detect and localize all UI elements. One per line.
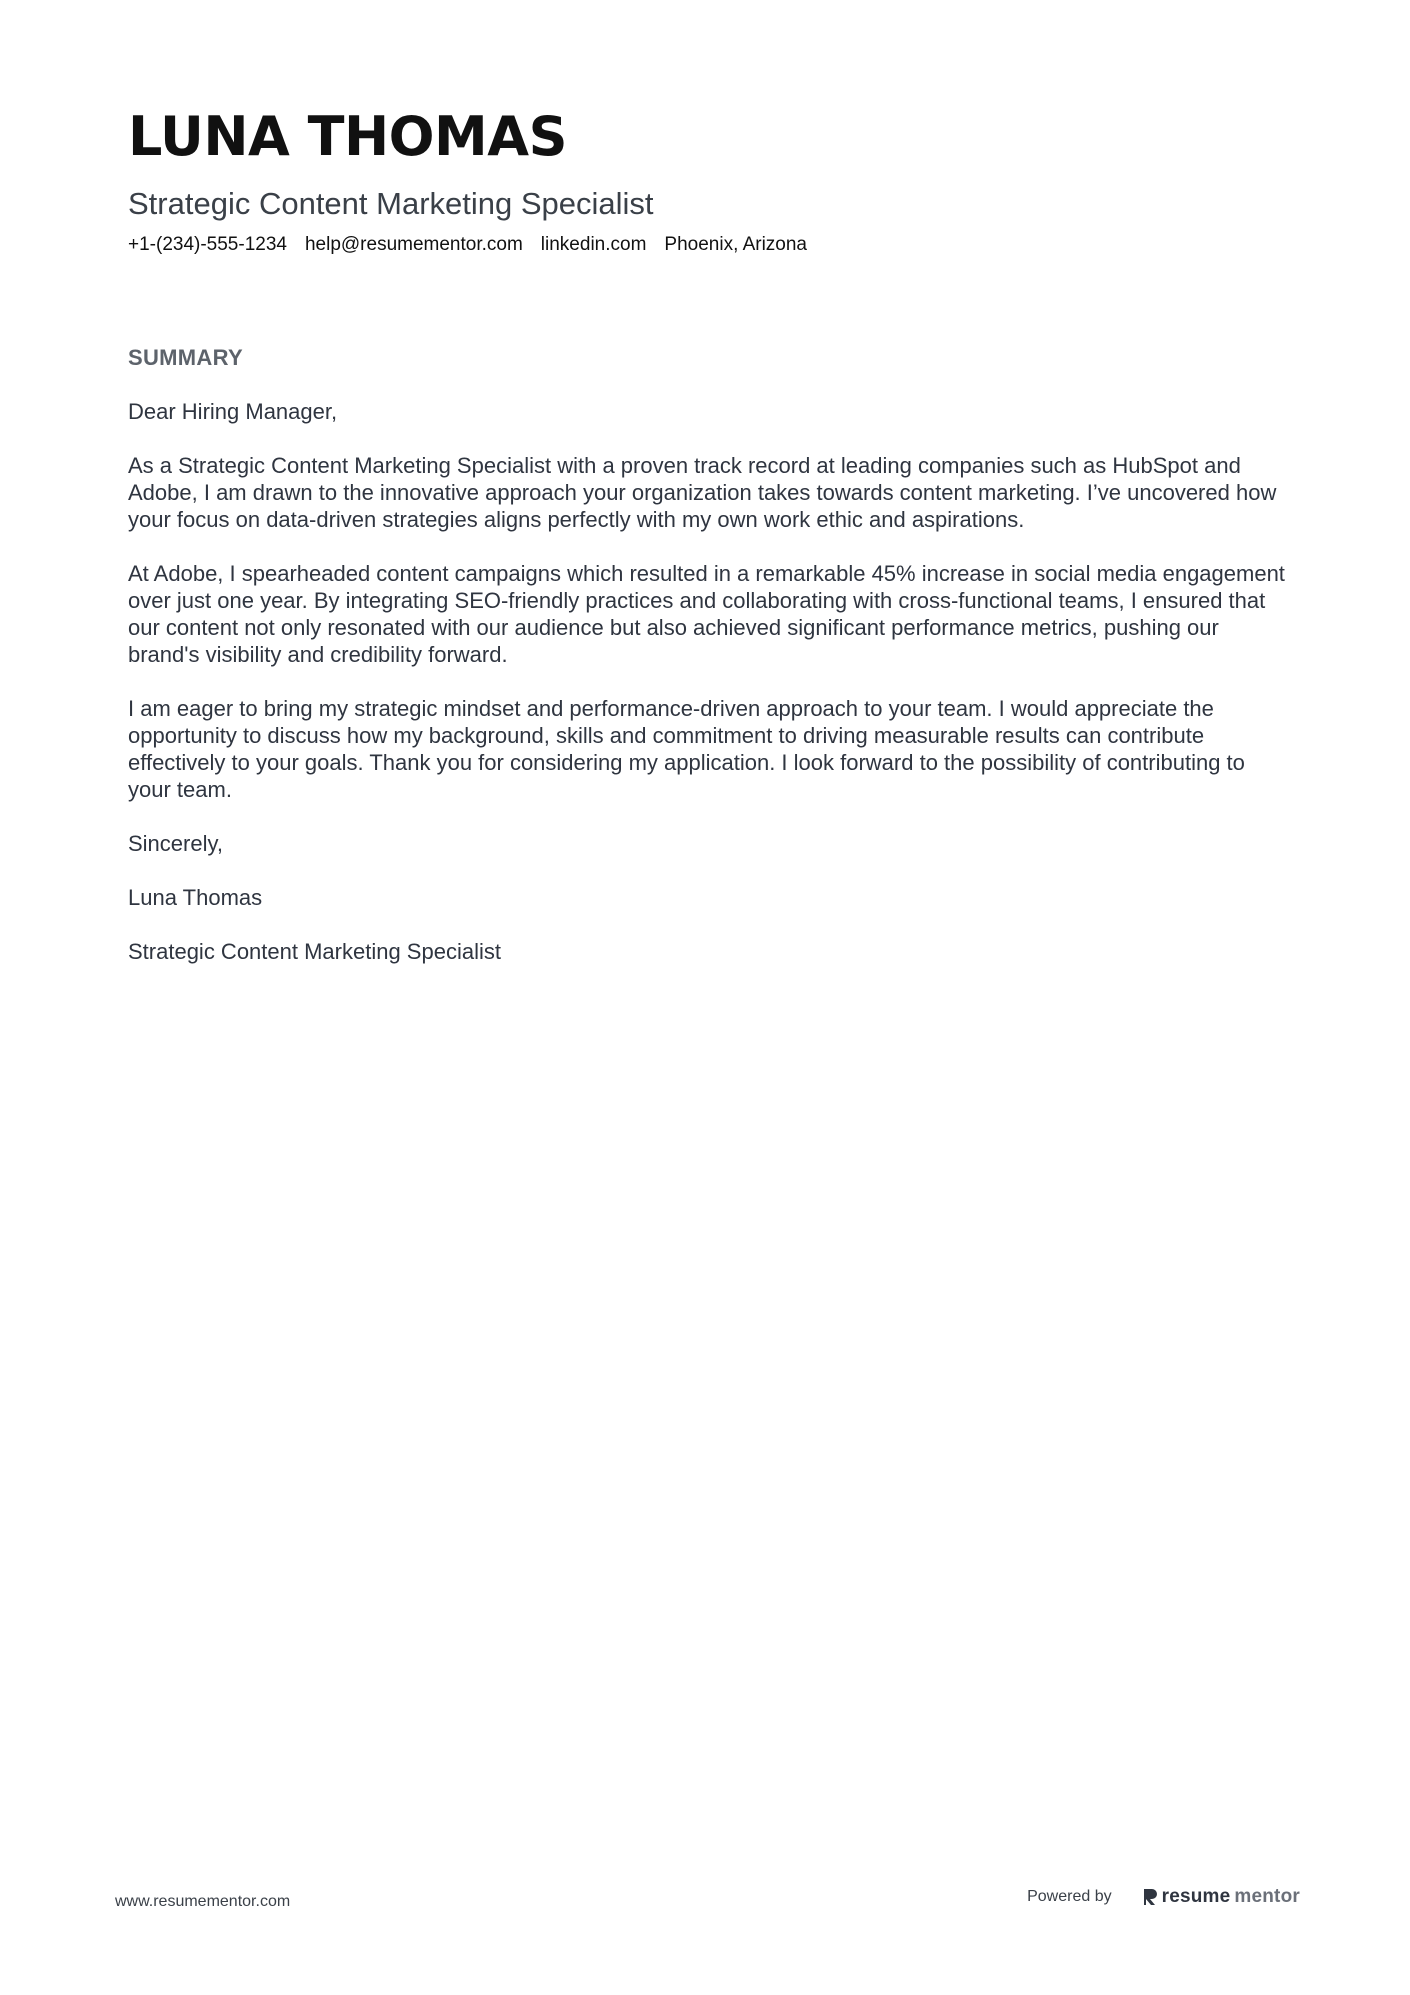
contact-row bbox=[128, 234, 807, 256]
letter-paragraph-2: At Adobe, I spearheaded content campaigns which resulted in a remarkable 45% increase in social media engagement over just one year. By integrating SEO-friendly practices and collaborating with cross-functional teams, I ensured that our content not only resonated with our audience but also achieved significant performance metrics, pushing our brand's visibility and credibility forward. bbox=[128, 561, 1285, 667]
signature-title: Strategic Content Marketing Specialist bbox=[128, 939, 501, 964]
letter-paragraph-3: I am eager to bring my strategic mindset and performance-driven approach to your team. I would appreciate the opportunity to discuss how my background, skills and commitment to driving measurable results can contribute effectively to your goals. Thank you for considering my application. I look forward to the possibility of contributing to your team. bbox=[128, 696, 1245, 802]
letter-paragraph-1: As a Strategic Content Marketing Specialist with a proven track record at leading companies such as HubSpot and Adobe, I am drawn to the innovative approach your organization takes towards content marketing. I’ve uncovered how your focus on data-driven strategies aligns perfectly with my own work ethic and aspirations. bbox=[128, 453, 1277, 532]
footer-website[interactable]: www.resumementor.com bbox=[115, 1893, 291, 1910]
brand-logo[interactable] bbox=[1142, 1886, 1300, 1908]
powered-by-label: Powered by bbox=[1027, 1888, 1112, 1905]
summary-heading: SUMMARY bbox=[128, 345, 243, 370]
contact-linkedin[interactable]: linkedin.com bbox=[540, 234, 647, 255]
candidate-name: LUNA THOMAS bbox=[128, 105, 567, 168]
brand-name-part1: resume bbox=[1161, 1886, 1231, 1907]
contact-location: Phoenix, Arizona bbox=[664, 234, 807, 255]
brand-name-part2: mentor bbox=[1234, 1886, 1300, 1907]
salutation: Dear Hiring Manager, bbox=[128, 399, 338, 424]
letter-body bbox=[128, 398, 1288, 992]
contact-email[interactable]: help@resumementor.com bbox=[304, 234, 523, 255]
candidate-role: Strategic Content Marketing Specialist bbox=[128, 186, 654, 221]
contact-phone: +1-(234)-555-1234 bbox=[128, 234, 287, 255]
footer-branding bbox=[1027, 1886, 1300, 1908]
signature-name: Luna Thomas bbox=[128, 885, 263, 910]
closing: Sincerely, bbox=[128, 831, 223, 856]
resumementor-logo-icon bbox=[1142, 1887, 1158, 1907]
